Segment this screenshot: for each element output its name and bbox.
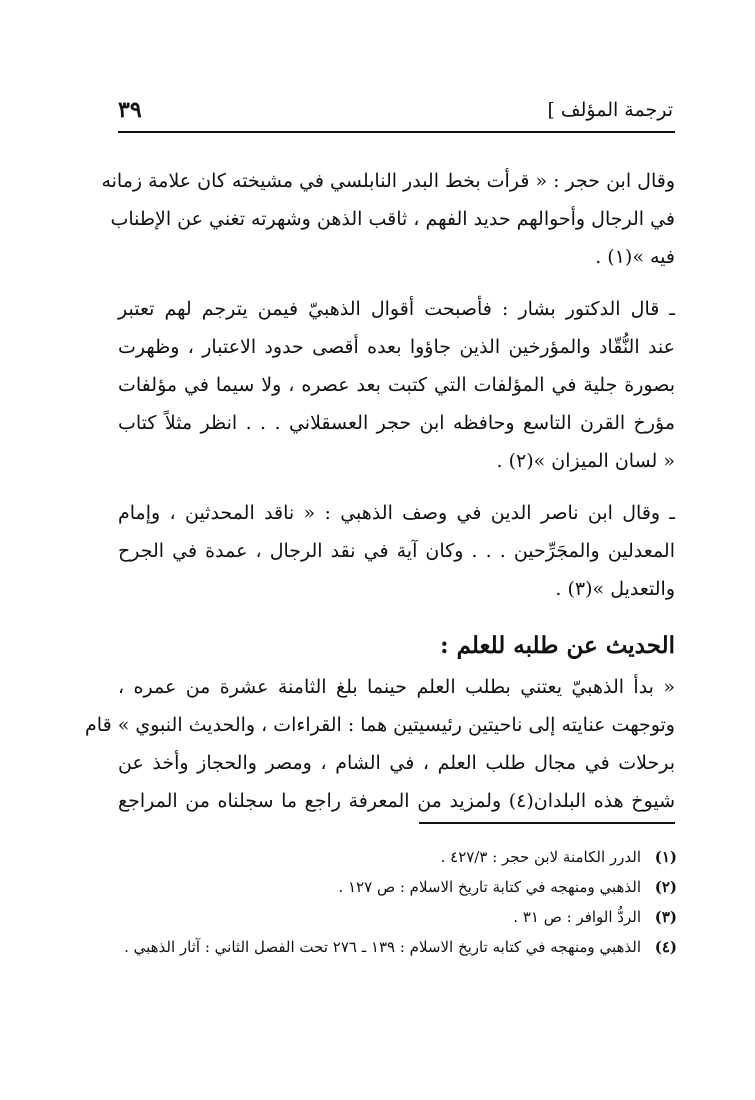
- section-heading: الحديث عن طلبه للعلم :: [440, 632, 675, 659]
- running-title: ترجمة المؤلف ]: [547, 99, 673, 121]
- footnote: [100, 902, 677, 932]
- footnote-text: الذهبي ومنهجه في كتابه تاريخ الاسلام : ١٣٩ ـ ٢٧٦ تحت الفصل الثاني : آثار الذهبي .: [124, 938, 641, 956]
- page-header: [118, 92, 673, 128]
- paragraph-ibn-hajar: [101, 162, 675, 276]
- paragraph-ibn-nasir: [118, 494, 675, 608]
- footnote-text: الدرر الكامنة لابن حجر : ٤٢٧/٣ .: [440, 848, 641, 866]
- paragraph-study: [85, 668, 676, 820]
- text-line: في الرجال وأحوالهم حديد الفهم ، ثاقب الذهن وشهرته تغني عن الإطناب: [110, 208, 675, 230]
- footnote-number: (١): [654, 848, 677, 866]
- text-line: عند النُّقّاد والمؤرخين الذين جاؤوا بعده أقصى حدود الاعتبار ، وظهرت: [118, 336, 675, 358]
- text-line: مؤرخ القرن التاسع وحافظه ابن حجر العسقلاني . . . انظر مثلاً كتاب: [118, 412, 675, 434]
- paragraph-bashar: [118, 290, 675, 480]
- text-line: المعدلين والمجَرِّحين . . . وكان آية في نقد الرجال ، عمدة في الجرح: [118, 540, 675, 562]
- text-line: برحلات في مجال طلب العلم ، في الشام ، ومصر والحجاز وأخذ عن: [118, 752, 675, 774]
- footnote: [100, 872, 677, 902]
- text-line: وتوجهت عنايته إلى ناحيتين رئيسيتين هما : القراءات ، والحديث النبوي » قام: [85, 714, 675, 736]
- footnote-text: الردُّ الوافر : ص ٣١ .: [513, 908, 641, 926]
- text-line: « بدأ الذهبيّ يعتني بطلب العلم حينما بلغ الثامنة عشرة من عمره ،: [118, 676, 675, 698]
- text-line: والتعديل »(٣) .: [555, 578, 675, 600]
- text-line: ـ وقال ابن ناصر الدين في وصف الذهبي : « ناقد المحدثين ، وإمام: [118, 502, 675, 524]
- page-body: [85, 162, 676, 824]
- footnote-number: (٢): [654, 878, 677, 896]
- text-line: « لسان الميزان »(٢) .: [496, 450, 675, 472]
- page-number: ٣٩: [118, 97, 142, 123]
- footnote-text: الذهبي ومنهجه في كتابة تاريخ الاسلام : ص ١٢٧ .: [338, 878, 641, 896]
- text-line: بصورة جلية في المؤلفات التي كتبت بعد عصره ، ولا سيما في مؤلفات: [118, 374, 675, 396]
- footnote-number: (٣): [654, 908, 677, 926]
- footnote-number: (٤): [654, 938, 677, 956]
- text-line: وقال ابن حجر : « قرأت بخط البدر النابلسي في مشيخته كان علامة زمانه: [101, 170, 675, 192]
- text-line: فيه »(١) .: [595, 246, 675, 268]
- text-line: شيوخ هذه البلدان(٤) ولمزيد من المعرفة راجع ما سجلناه من المراجع: [118, 790, 676, 812]
- header-rule: [118, 131, 675, 133]
- text-line: ـ قال الدكتور بشار : فأصبحت أقوال الذهبيّ فيمن يترجم لهم تعتبر: [118, 298, 675, 320]
- footnote: [100, 932, 677, 962]
- footnotes: [100, 842, 677, 962]
- footnote: [100, 842, 677, 872]
- footnote-rule: [419, 822, 675, 824]
